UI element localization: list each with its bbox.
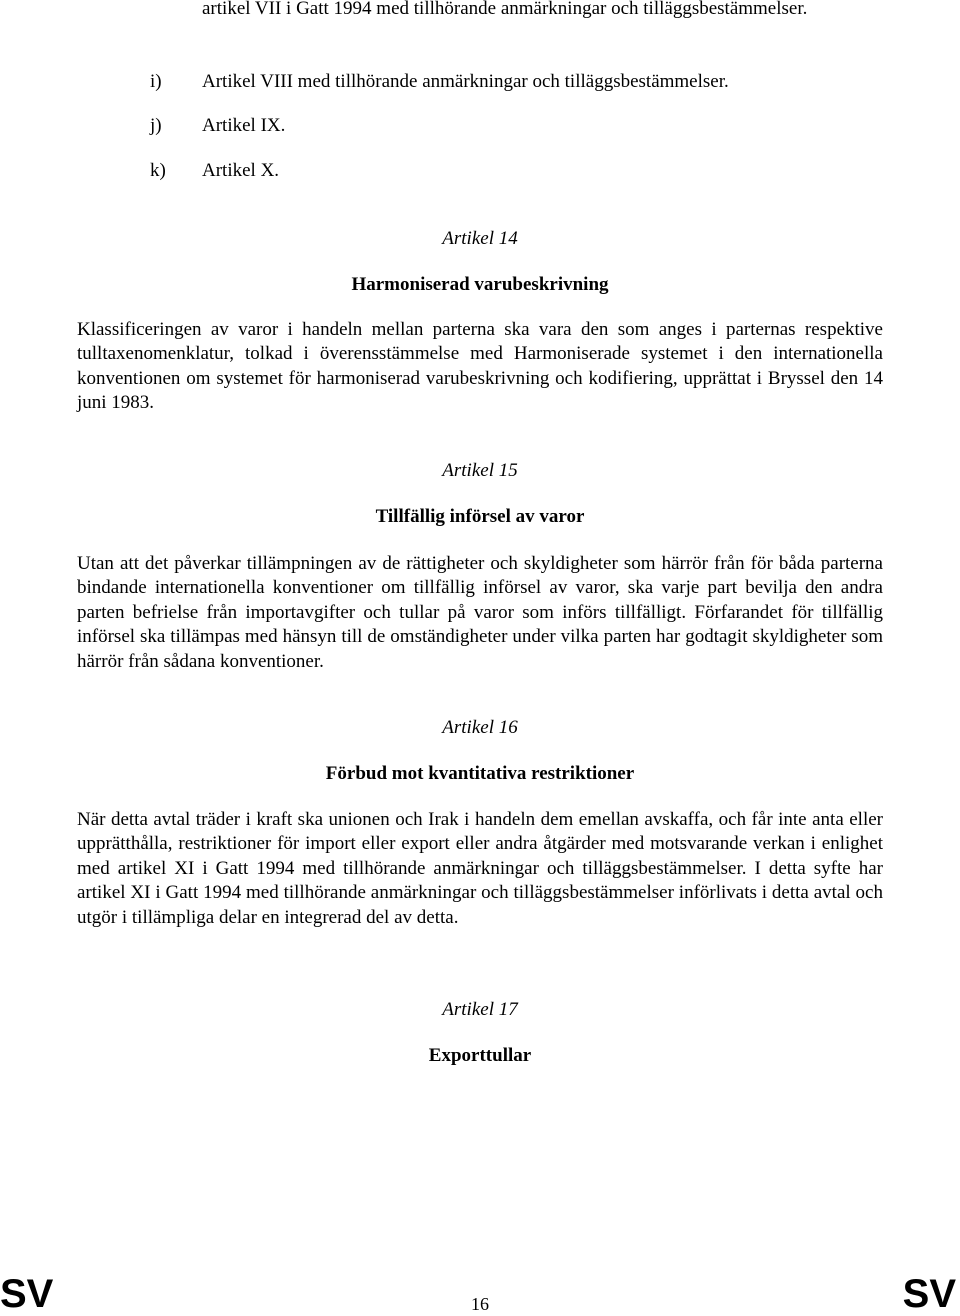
list-item-text: Artikel VIII med tillhörande anmärkningar och tilläggsbestämmelser. <box>202 71 729 92</box>
list-item-j <box>150 114 885 138</box>
article-14-title: Harmoniserad varubeskrivning <box>351 274 609 295</box>
list-item-text: artikel VII i Gatt 1994 med tillhörande anmärkningar och tilläggsbestämmelser. <box>202 0 808 19</box>
article-16-number: Artikel 16 <box>442 717 518 738</box>
list-item-h-continuation <box>150 0 885 21</box>
article-15-number: Artikel 15 <box>442 460 518 481</box>
list-item-k <box>150 159 885 183</box>
article-15-body: Utan att det påverkar tillämpningen av de rättigheter och skyldigheter som härrör från för båda parterna bindande internationella konventioner om tillfällig införsel av varor, ska varje part bevilja den andra parten befrielse från importavgifter och tullar på varor som införs tillfälligt. Förfarandet för tillfällig införsel ska tillämpas med hänsyn till de omständigheter under vilka parten har godtagit skyldigheter som härrör från sådana konventioner. <box>77 553 883 672</box>
list-item-text: Artikel X. <box>202 160 280 181</box>
article-16-body: När detta avtal träder i kraft ska unionen och Irak i handeln dem emellan avskaffa, och får inte anta eller upprätthålla, restriktioner för import eller export eller andra åtgärder med motsvarande verkan i enlighet med artikel XI i Gatt 1994 med tillhörande anmärkningar och tilläggsbestämmelser. I detta syfte har artikel XI i Gatt 1994 med tillhörande anmärkningar och tilläggsbestämmelser införlivats i detta avtal och utgör i tillämpliga delar en integrerad del av detta. <box>77 809 883 928</box>
list-item-label: k) <box>150 160 166 181</box>
article-14-body: Klassificeringen av varor i handeln mellan parterna ska vara den som anges i parternas respektive tulltaxenomenklatur, tolkad i överensstämmelse med Harmoniserade systemet i den internationella konventionen om systemet för harmoniserad varubeskrivning och kodifiering, upprättat i Bryssel den 14 juni 1983. <box>77 319 883 414</box>
page-number: 16 <box>471 1294 489 1314</box>
article-16-title: Förbud mot kvantitativa restriktioner <box>325 763 635 784</box>
list-item-text: Artikel IX. <box>202 115 286 136</box>
article-15-title: Tillfällig införsel av varor <box>375 506 585 527</box>
list-item-label: j) <box>150 115 162 136</box>
list-item-i <box>150 70 885 94</box>
footer-language-code-left: SV <box>0 1272 54 1316</box>
article-17-number: Artikel 17 <box>442 999 518 1020</box>
article-17-title: Exporttullar <box>428 1045 532 1066</box>
footer-language-code-right: SV <box>902 1272 956 1316</box>
list-item-label: i) <box>150 71 162 92</box>
article-14-number: Artikel 14 <box>442 228 518 249</box>
